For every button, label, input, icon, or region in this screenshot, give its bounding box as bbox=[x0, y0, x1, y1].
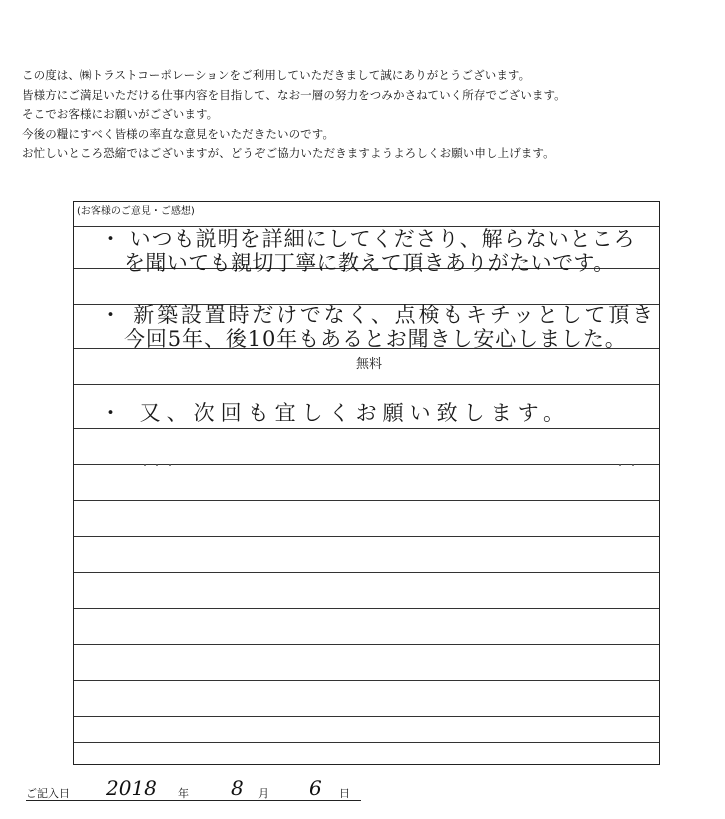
ruled-line bbox=[74, 536, 659, 537]
handwritten-line: 今回5年、後10年もあるとお聞きし安心しました。 bbox=[124, 327, 627, 351]
handwritten-line: ・ いつも説明を詳細にしてくださり、解らないところ bbox=[100, 227, 636, 251]
year-value: 2018 bbox=[106, 776, 157, 800]
ruled-line bbox=[74, 716, 659, 717]
month-value: 8 bbox=[231, 776, 244, 800]
handwritten-line: を聞いても親切丁寧に教えて頂きありがたいです。 bbox=[124, 251, 615, 275]
intro-line: そこでお客様にお願いがございます。 bbox=[22, 107, 219, 121]
day-value: 6 bbox=[309, 776, 322, 800]
feedback-box-label: (お客様のご意見・ご感想) bbox=[77, 206, 195, 217]
feedback-box bbox=[73, 201, 660, 765]
ruled-line bbox=[74, 644, 659, 645]
date-label: ご記入日 bbox=[26, 787, 70, 800]
ruled-line bbox=[74, 608, 659, 609]
date-underline bbox=[26, 800, 361, 801]
ink-speck bbox=[156, 464, 158, 466]
ruled-line bbox=[74, 464, 659, 465]
ruled-line bbox=[74, 572, 659, 573]
year-unit: 年 bbox=[178, 787, 189, 800]
day-unit: 日 bbox=[339, 787, 350, 800]
ink-speck bbox=[144, 464, 146, 466]
ruled-line bbox=[74, 500, 659, 501]
intro-line: この度は、㈱トラストコーポレーションをご利用していただきまして誠にありがとうございます。 bbox=[22, 68, 531, 82]
month-unit: 月 bbox=[258, 787, 269, 800]
ruled-line bbox=[74, 680, 659, 681]
handwritten-line: ・ 新築設置時だけでなく、点検もキチッとして頂き bbox=[100, 303, 656, 327]
ruled-line bbox=[74, 742, 659, 743]
ink-speck bbox=[169, 464, 171, 466]
handwritten-line: ・ 又、次回も宜しくお願い致します。 bbox=[100, 401, 570, 425]
ink-speck bbox=[619, 464, 621, 466]
intro-text bbox=[22, 66, 712, 164]
intro-line: 今後の糧にすべく皆様の率直な意見をいただきたいのです。 bbox=[22, 126, 335, 141]
ink-speck bbox=[632, 464, 634, 466]
handwritten-correction-note: 無料 bbox=[356, 357, 383, 372]
date-entry bbox=[26, 776, 361, 802]
intro-line: 皆様方にご満足いただける仕事内容を目指して、なお一層の努力をつみかさねていく所存でございます。 bbox=[22, 87, 566, 102]
ruled-line bbox=[74, 428, 659, 429]
ruled-line bbox=[74, 384, 659, 385]
intro-line: お忙しいところ恐縮ではございますが、どうぞご協力いただきますようよろしくお願い申し上げます。 bbox=[22, 146, 555, 160]
